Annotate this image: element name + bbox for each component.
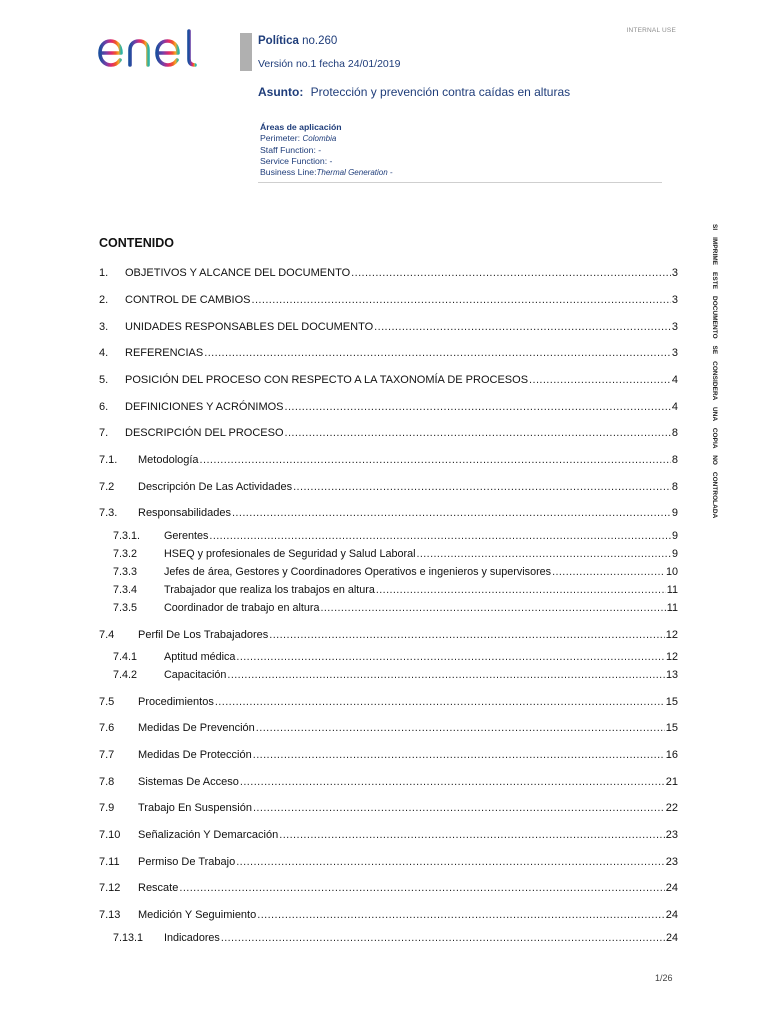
toc-entry-number: 7.13 xyxy=(99,909,121,921)
toc-entry[interactable] xyxy=(99,453,678,467)
toc-entry-number: 5. xyxy=(99,374,109,386)
application-areas xyxy=(260,122,393,178)
toc-entry[interactable] xyxy=(99,373,678,387)
toc-entry-label: Indicadores xyxy=(164,932,220,944)
toc-dot-leader xyxy=(376,584,666,597)
toc-dot-leader xyxy=(285,427,671,440)
toc-entry-number: 7.6 xyxy=(99,722,115,734)
toc-dot-leader xyxy=(552,566,665,579)
toc-entry[interactable] xyxy=(99,601,678,615)
toc-entry-page: 3 xyxy=(671,321,678,333)
toc-entry[interactable] xyxy=(99,775,678,789)
toc-dot-leader xyxy=(179,882,664,895)
toc-entry-label: Coordinador de trabajo en altura xyxy=(164,602,320,614)
toc-dot-leader xyxy=(293,481,671,494)
document-type xyxy=(258,35,337,47)
toc-entry[interactable] xyxy=(99,506,678,520)
toc-entry-page: 9 xyxy=(671,530,678,542)
doc-type-label: Política xyxy=(258,35,299,47)
perimeter-label: Perimeter: xyxy=(260,133,301,144)
toc-entry-number: 7.9 xyxy=(99,802,115,814)
toc-entry[interactable] xyxy=(99,650,678,664)
toc-dot-leader xyxy=(232,507,671,520)
toc-dot-leader xyxy=(236,856,665,869)
toc-entry-label: Señalización Y Demarcación xyxy=(138,829,279,841)
toc-entry[interactable] xyxy=(99,400,678,414)
toc-entry-label: REFERENCIAS xyxy=(125,347,204,359)
toc-entry-number: 7.4.1 xyxy=(113,651,138,663)
toc-entry-number: 7.4.2 xyxy=(113,669,138,681)
toc-entry-number: 4. xyxy=(99,347,109,359)
toc-entry-number: 7.3.2 xyxy=(113,548,138,560)
toc-entry-page: 12 xyxy=(665,651,678,663)
toc-entry[interactable] xyxy=(99,426,678,440)
toc-entry-number: 7.10 xyxy=(99,829,121,841)
toc-dot-leader xyxy=(221,932,665,945)
toc-entry-page: 4 xyxy=(671,401,678,413)
service-function-line: Service Function: - xyxy=(260,155,333,166)
internal-use-label: INTERNAL USE xyxy=(626,27,676,34)
toc-entry[interactable] xyxy=(99,346,678,360)
toc-entry[interactable] xyxy=(99,931,678,945)
toc-entry[interactable] xyxy=(99,881,678,895)
page-number: 1/26 xyxy=(655,973,673,983)
toc-entry-label: UNIDADES RESPONSABLES DEL DOCUMENTO xyxy=(125,321,374,333)
toc-entry-number: 7.3.5 xyxy=(113,602,138,614)
doc-number: no.260 xyxy=(302,35,338,47)
toc-entry-page: 15 xyxy=(665,696,678,708)
toc-entry[interactable] xyxy=(99,293,678,307)
toc-entry-number: 7.4 xyxy=(99,629,115,641)
toc-entry-label: Responsabilidades xyxy=(138,507,231,519)
toc-entry-number: 7.13.1 xyxy=(113,932,144,944)
toc-entry-number: 7.12 xyxy=(99,882,121,894)
toc-entry-label: CONTROL DE CAMBIOS xyxy=(125,294,251,306)
toc-dot-leader xyxy=(320,602,665,615)
toc-entry-page: 3 xyxy=(671,267,678,279)
toc-entry-page: 3 xyxy=(671,294,678,306)
toc-entry-page: 11 xyxy=(666,584,678,596)
toc-entry-label: Aptitud médica xyxy=(164,651,236,663)
toc-entry[interactable] xyxy=(99,529,678,543)
toc-entry[interactable] xyxy=(99,721,678,735)
uncontrolled-copy-notice: SI IMPRIME ESTE DOCUMENTO SE CONSIDERA UNA COPIA NO CONTROLADA xyxy=(711,224,718,519)
toc-entry-label: HSEQ y profesionales de Seguridad y Salud Laboral xyxy=(164,548,416,560)
toc-dot-leader xyxy=(285,401,671,414)
toc-entry-page: 11 xyxy=(666,602,678,614)
toc-entry-page: 24 xyxy=(665,882,678,894)
toc-entry[interactable] xyxy=(99,628,678,642)
toc-entry-label: OBJETIVOS Y ALCANCE DEL DOCUMENTO xyxy=(125,267,351,279)
toc-entry-page: 24 xyxy=(665,909,678,921)
toc-dot-leader xyxy=(257,909,665,922)
toc-entry[interactable] xyxy=(99,266,678,280)
toc-entry-label: DESCRIPCIÓN DEL PROCESO xyxy=(125,427,284,439)
toc-dot-leader xyxy=(416,548,671,561)
toc-entry-page: 23 xyxy=(665,856,678,868)
toc-entry-label: Jefes de área, Gestores y Coordinadores Operativos e ingenieros y supervisores xyxy=(164,566,552,578)
toc-entry-label: Medidas De Prevención xyxy=(138,722,255,734)
business-line-value: Thermal Generation - xyxy=(316,168,393,178)
toc-entry-number: 3. xyxy=(99,321,109,333)
toc-entry-number: 7.5 xyxy=(99,696,115,708)
toc-entry-page: 15 xyxy=(665,722,678,734)
toc-entry-page: 3 xyxy=(671,347,678,359)
toc-dot-leader xyxy=(215,696,665,709)
document-version: Versión no.1 fecha 24/01/2019 xyxy=(258,58,401,70)
toc-entry-number: 7.3.1. xyxy=(113,530,141,542)
toc-dot-leader xyxy=(279,829,665,842)
toc-entry-number: 7.8 xyxy=(99,776,115,788)
toc-dot-leader xyxy=(236,651,665,664)
header-divider xyxy=(258,182,662,183)
enel-logo xyxy=(97,26,201,72)
toc-entry-label: Descripción De Las Actividades xyxy=(138,481,293,493)
toc-entry-page: 24 xyxy=(665,932,678,944)
toc-entry-number: 7.3.4 xyxy=(113,584,138,596)
toc-dot-leader xyxy=(227,669,665,682)
toc-entry-number: 6. xyxy=(99,401,109,413)
toc-dot-leader xyxy=(209,530,671,543)
perimeter-value: Colombia xyxy=(302,134,337,144)
toc-entry-label: Sistemas De Acceso xyxy=(138,776,239,788)
toc-entry-number: 7.2 xyxy=(99,481,115,493)
toc-entry-page: 12 xyxy=(665,629,678,641)
toc-entry-label: Permiso De Trabajo xyxy=(138,856,236,868)
areas-title: Áreas de aplicación xyxy=(260,122,342,132)
toc-entry[interactable] xyxy=(99,583,678,597)
toc-entry[interactable] xyxy=(99,668,678,682)
business-line xyxy=(260,167,393,178)
business-line-label: Business Line: xyxy=(260,167,317,178)
toc-entry-label: Trabajo En Suspensión xyxy=(138,802,252,814)
toc-dot-leader xyxy=(200,454,671,467)
toc-entry-number: 7.3.3 xyxy=(113,566,138,578)
subject-text: Protección y prevención contra caídas en alturas xyxy=(310,85,571,99)
toc-entry[interactable] xyxy=(99,748,678,762)
toc-entry-label: Metodología xyxy=(138,454,199,466)
toc-entry-label: Capacitación xyxy=(164,669,227,681)
toc-entry-page: 22 xyxy=(665,802,678,814)
staff-function-line: Staff Function: - xyxy=(260,144,322,155)
document-subject xyxy=(258,85,570,99)
toc-entry-page: 16 xyxy=(665,749,678,761)
toc-entry-label: Procedimientos xyxy=(138,696,214,708)
toc-entry-label: Perfil De Los Trabajadores xyxy=(138,629,269,641)
toc-dot-leader xyxy=(269,629,665,642)
toc-dot-leader xyxy=(351,267,671,280)
toc-entry-number: 7.11 xyxy=(99,856,120,868)
toc-dot-leader xyxy=(256,722,665,735)
toc-entry-number: 2. xyxy=(99,294,109,306)
toc-entry-label: Medidas De Protección xyxy=(138,749,252,761)
toc-entry-page: 10 xyxy=(665,566,678,578)
toc-entry[interactable] xyxy=(99,565,678,579)
toc-title: CONTENIDO xyxy=(99,236,174,250)
toc-entry-number: 7.7 xyxy=(99,749,115,761)
toc-entry[interactable] xyxy=(99,828,678,842)
toc-entry-page: 9 xyxy=(671,548,678,560)
toc-entry[interactable] xyxy=(99,480,678,494)
toc-dot-leader xyxy=(240,776,665,789)
toc-entry-label: POSICIÓN DEL PROCESO CON RESPECTO A LA TAXONOMÍA DE PROCESOS xyxy=(125,374,529,386)
toc-entry-page: 23 xyxy=(665,829,678,841)
toc-dot-leader xyxy=(253,802,665,815)
toc-dot-leader xyxy=(253,749,665,762)
toc-entry-label: Trabajador que realiza los trabajos en altura xyxy=(164,584,375,596)
toc-entry[interactable] xyxy=(99,908,678,922)
toc-dot-leader xyxy=(252,294,671,307)
toc-entry-label: DEFINICIONES Y ACRÓNIMOS xyxy=(125,401,284,413)
toc-entry-page: 13 xyxy=(665,669,678,681)
toc-entry-page: 9 xyxy=(671,507,678,519)
toc-entry-page: 8 xyxy=(671,454,678,466)
toc-entry-label: Medición Y Seguimiento xyxy=(138,909,257,921)
toc-entry[interactable] xyxy=(99,547,678,561)
toc-entry-number: 7. xyxy=(99,427,109,439)
toc-entry-number: 1. xyxy=(99,267,109,279)
subject-label: Asunto: xyxy=(258,85,304,99)
toc-dot-leader xyxy=(204,347,671,360)
toc-entry[interactable] xyxy=(99,855,678,869)
toc-entry-label: Rescate xyxy=(138,882,179,894)
header-accent-bar xyxy=(240,33,252,71)
toc-entry[interactable] xyxy=(99,801,678,815)
toc-entry[interactable] xyxy=(99,320,678,334)
toc-entry-number: 7.1. xyxy=(99,454,118,466)
toc-entry-page: 4 xyxy=(671,374,678,386)
toc-entry-page: 21 xyxy=(665,776,678,788)
toc-dot-leader xyxy=(529,374,671,387)
toc-entry-number: 7.3. xyxy=(99,507,118,519)
perimeter-line xyxy=(260,133,393,144)
toc-entry-label: Gerentes xyxy=(164,530,209,542)
toc-entry-page: 8 xyxy=(671,481,678,493)
toc-entry[interactable] xyxy=(99,695,678,709)
toc-entry-page: 8 xyxy=(671,427,678,439)
toc-dot-leader xyxy=(374,321,671,334)
